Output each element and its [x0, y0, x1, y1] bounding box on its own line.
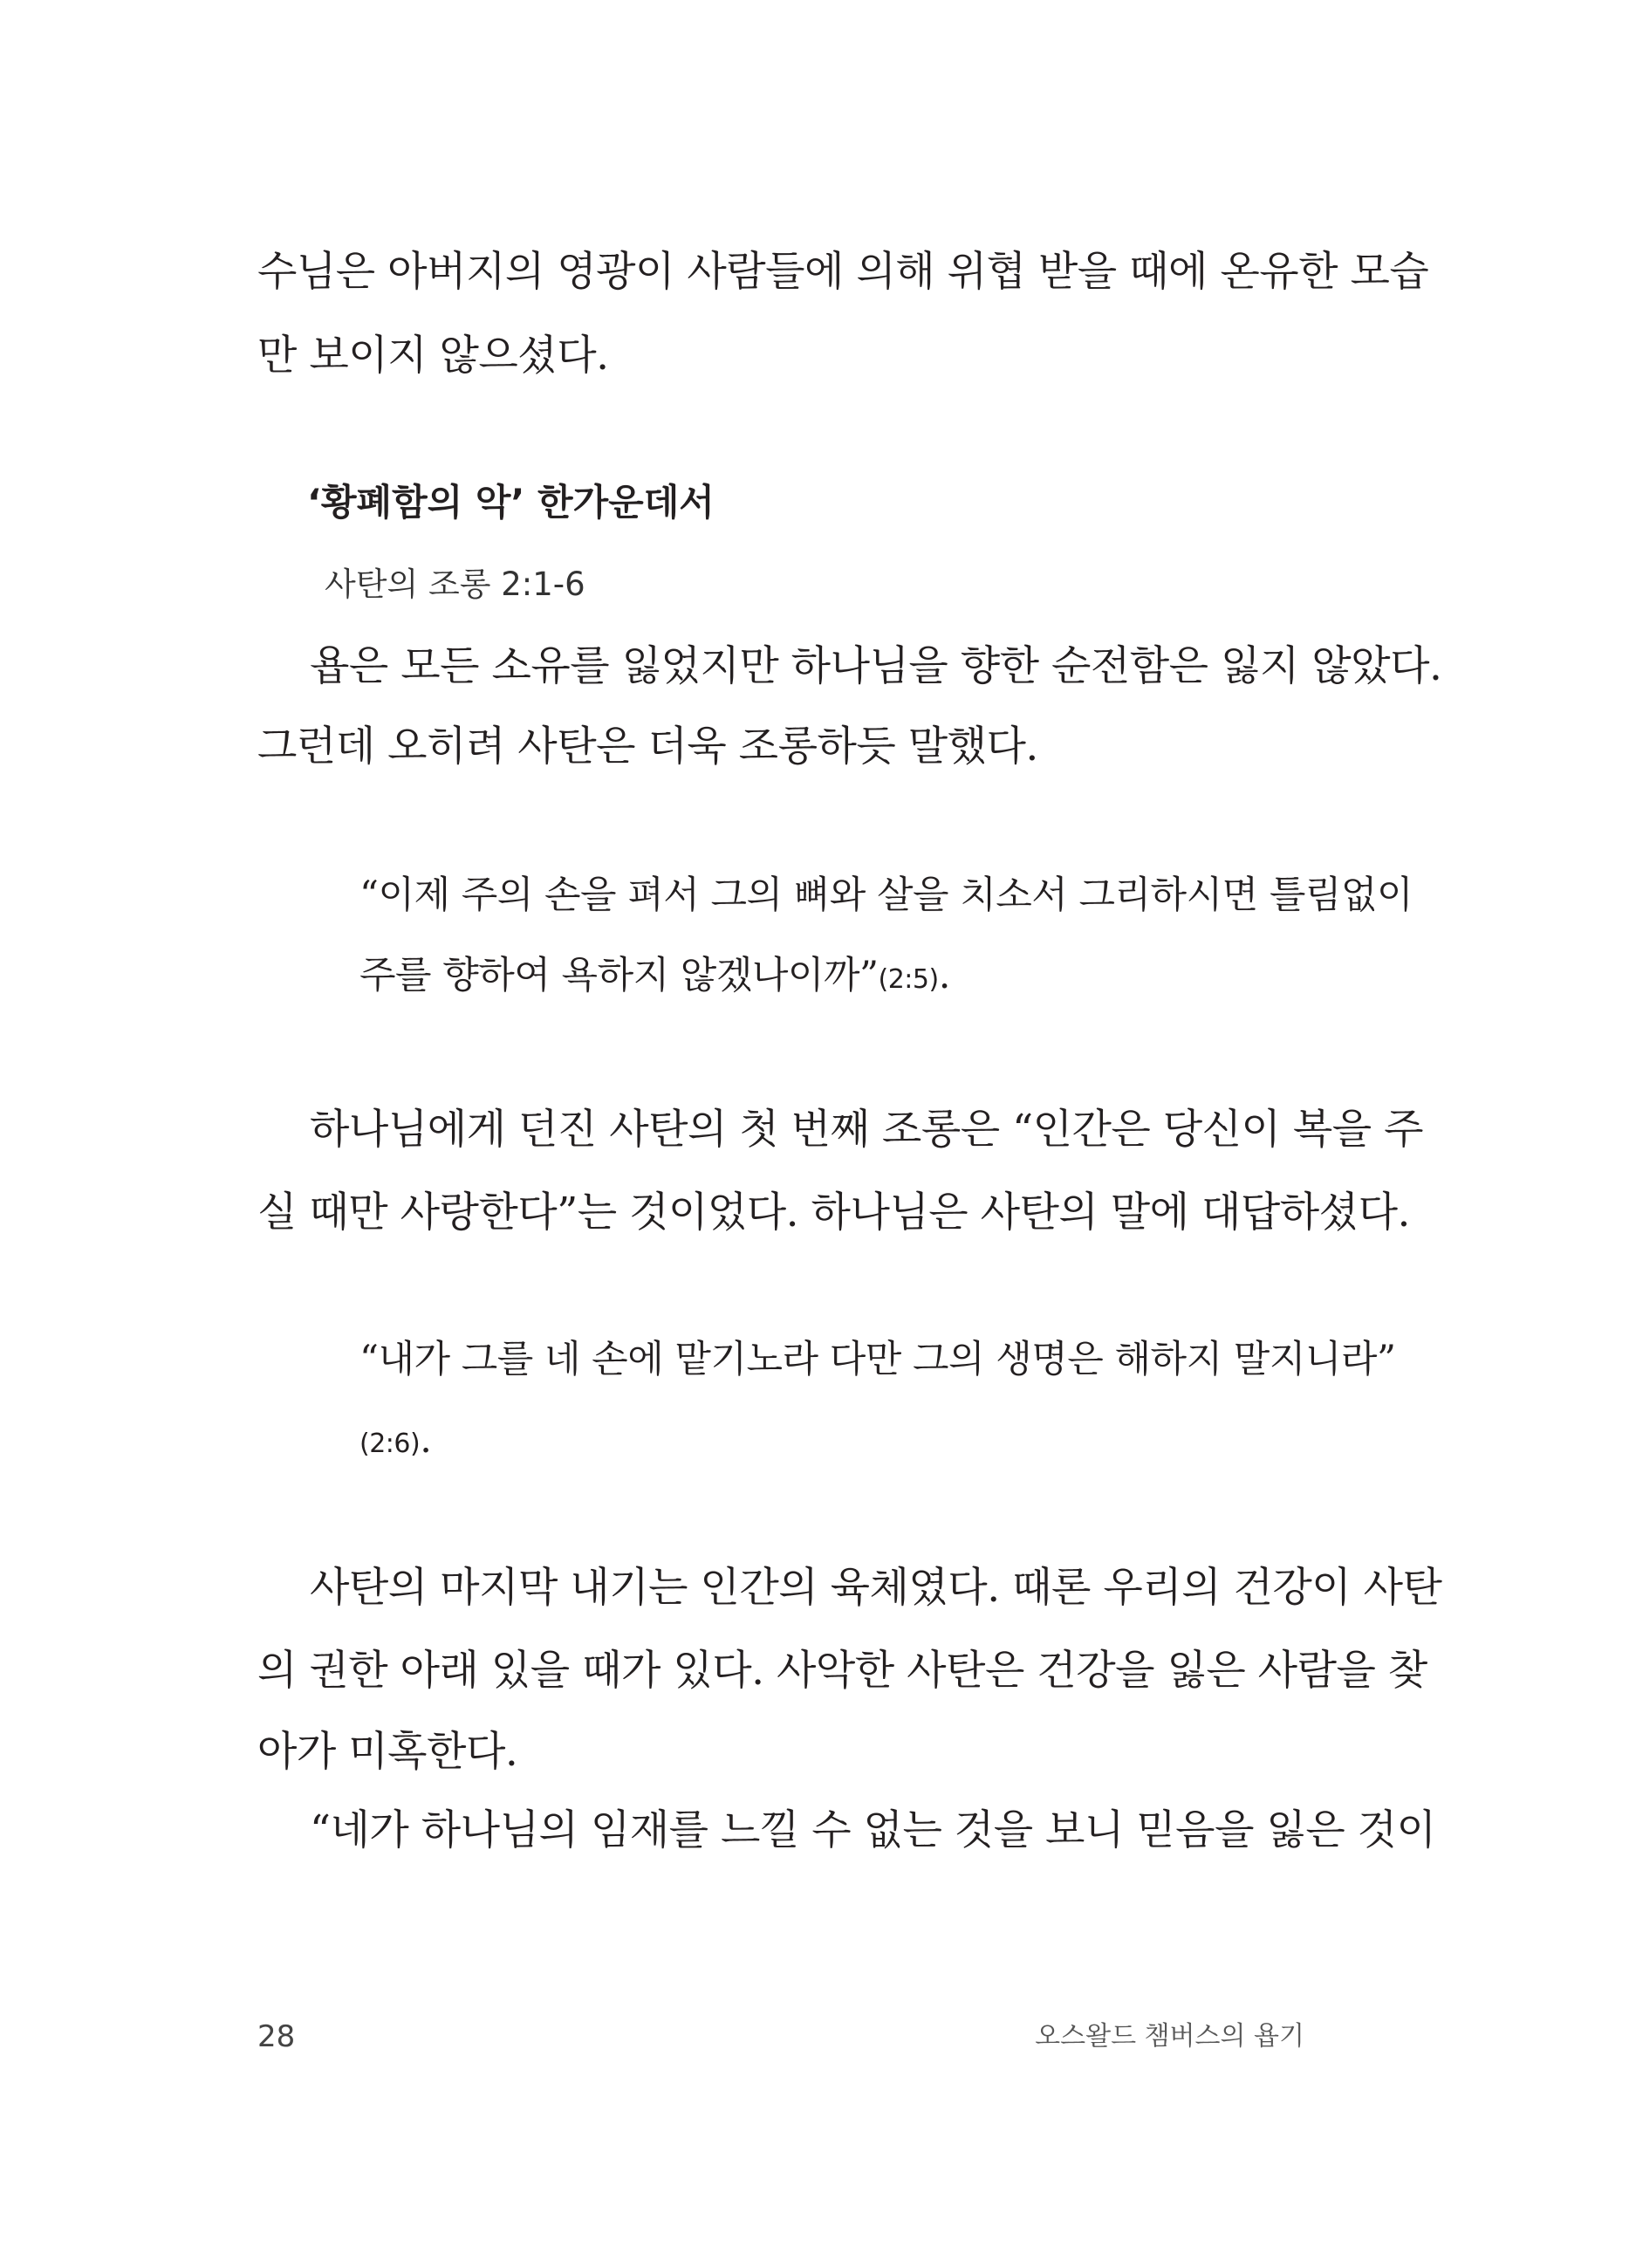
body-line: 아가 미혹한다. — [257, 1728, 518, 1776]
scripture-quote-line — [359, 951, 1302, 1004]
body-line: 하나님에게 던진 사탄의 첫 번째 조롱은 “인간은 당신이 복을 주 — [310, 1106, 1424, 1154]
body-line: 의 권한 아래 있을 때가 있다. 사악한 사탄은 건강을 잃은 사람을 찾 — [257, 1647, 1427, 1695]
section-subheading: 사탄의 조롱 2:1-6 — [325, 565, 585, 603]
page-number: 28 — [257, 2019, 296, 2054]
verse-citation: (2:6) — [359, 1429, 421, 1459]
body-line: 실 때만 사랑한다”는 것이었다. 하나님은 사탄의 말에 대답하셨다. — [257, 1189, 1410, 1237]
scripture-quote-line: “이제 주의 손을 펴서 그의 뼈와 살을 치소서 그리하시면 틀림없이 — [359, 874, 1413, 917]
quote-text: 주를 향하여 욕하지 않겠나이까” — [359, 954, 879, 997]
verse-citation: (2:5) — [878, 964, 939, 995]
quote-period: . — [938, 954, 950, 997]
body-line: 만 보이지 않으셨다. — [257, 332, 609, 380]
running-footer-title: 오스왈드 챔버스의 욥기 — [1035, 2021, 1304, 2052]
section-heading: ‘황폐함의 악’ 한가운데서 — [307, 481, 715, 524]
body-line: “네가 하나님의 임재를 느낄 수 없는 것을 보니 믿음을 잃은 것이 — [310, 1806, 1436, 1854]
quote-period: . — [420, 1418, 432, 1462]
body-line: 사탄의 마지막 내기는 인간의 육체였다. 때론 우리의 건강이 사탄 — [310, 1564, 1442, 1612]
scripture-quote-line: “내가 그를 네 손에 맡기노라 다만 그의 생명은 해하지 말지니라” — [359, 1338, 1396, 1381]
body-line: 욥은 모든 소유를 잃었지만 하나님을 향한 순전함은 잃지 않았다. — [310, 642, 1442, 690]
scripture-quote-line — [359, 1415, 1302, 1469]
body-line: 수님은 아버지의 영광이 사람들에 의해 위협 받을 때에 온유한 모습 — [257, 248, 1429, 296]
body-line: 그런데 오히려 사탄은 더욱 조롱하듯 말했다. — [257, 723, 1038, 771]
